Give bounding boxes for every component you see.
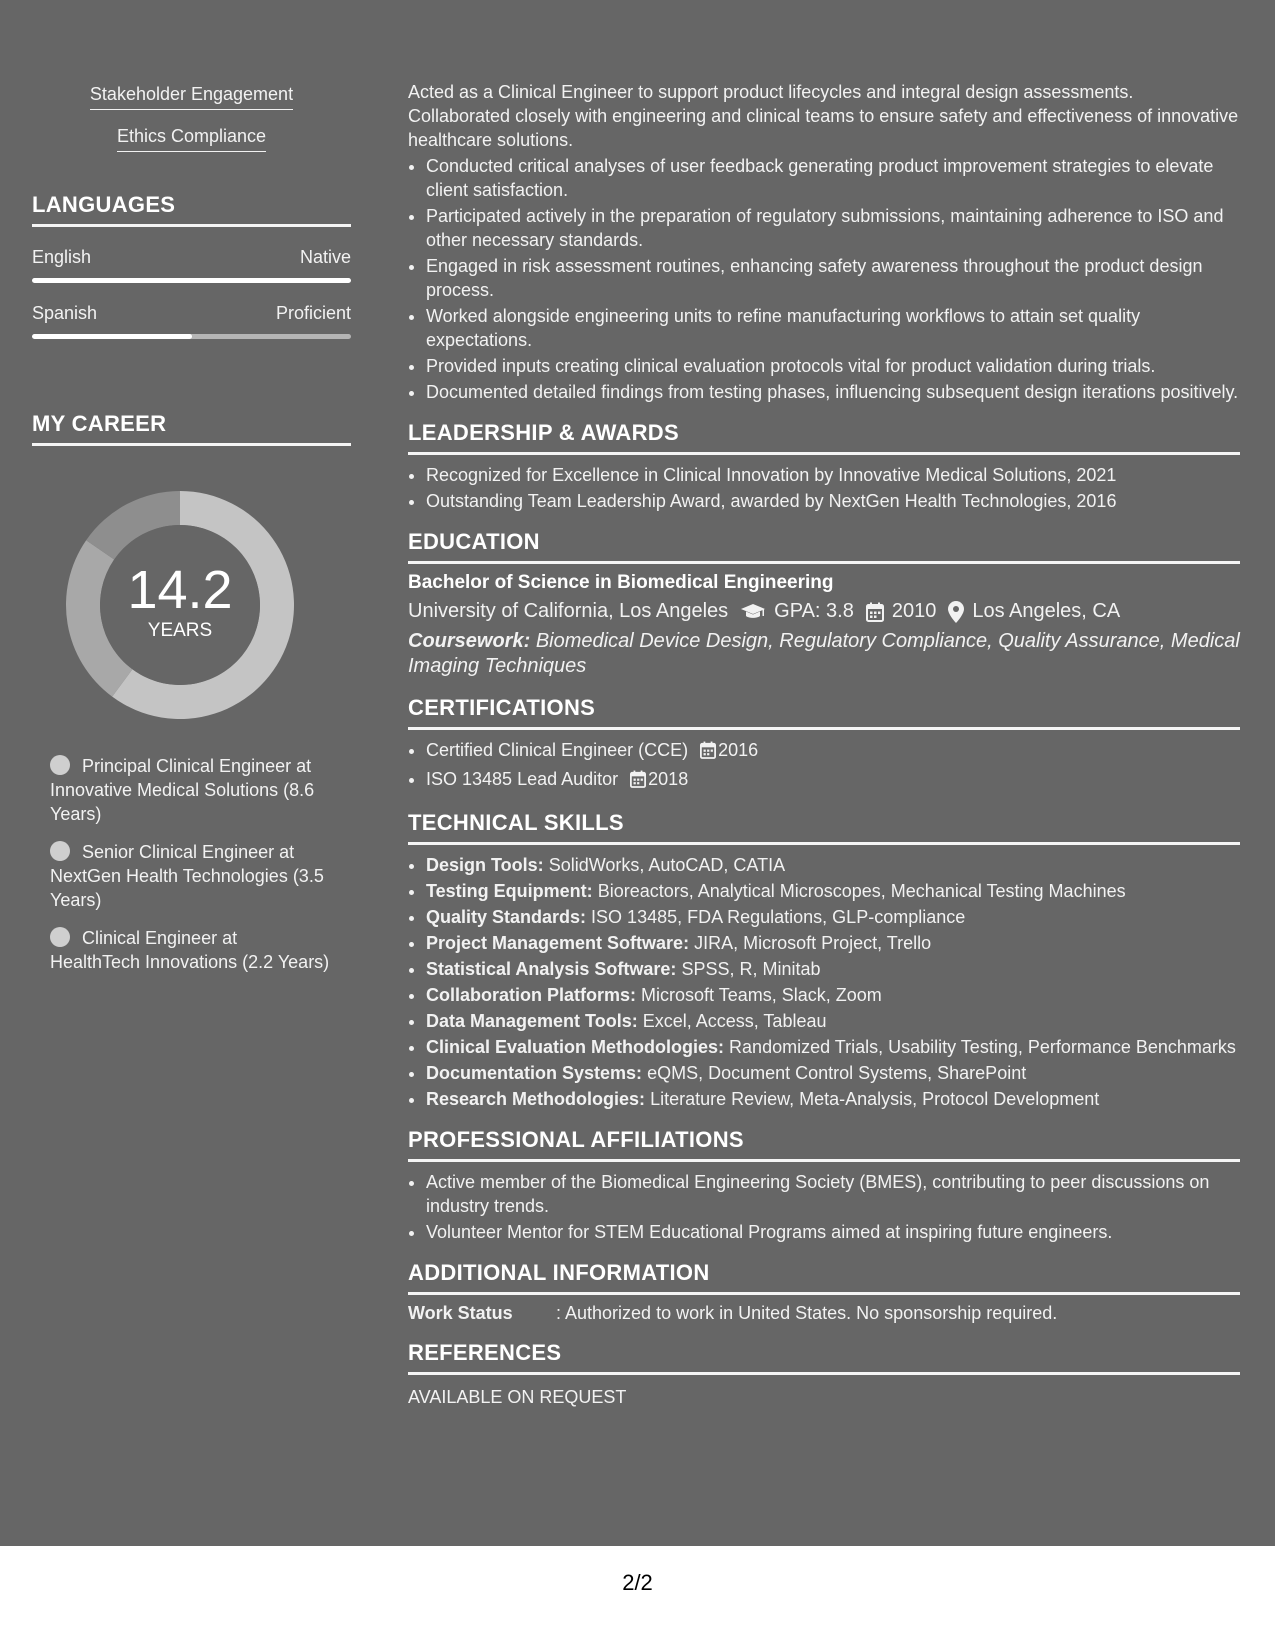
skill-values: SPSS, R, Minitab bbox=[681, 959, 821, 979]
list-item: • Active member of the Biomedical Engineering Society (BMES), contributing to peer discussions on industry trends. bbox=[426, 1170, 1240, 1218]
list-item bbox=[426, 905, 1240, 929]
language-proficiency-fill bbox=[32, 278, 351, 283]
skill-values: Bioreactors, Analytical Microscopes, Mechanical Testing Machines bbox=[597, 881, 1126, 901]
technical-skills-section bbox=[408, 810, 1240, 1111]
work-status-label: Work Status bbox=[408, 1303, 513, 1323]
skill-category: Quality Standards: bbox=[426, 907, 587, 927]
page-number: 2/2 bbox=[622, 1570, 653, 1595]
language-level: Native bbox=[299, 247, 351, 267]
skill-tag: Ethics Compliance bbox=[117, 126, 266, 152]
list-item bbox=[426, 853, 1240, 877]
certifications-section bbox=[408, 695, 1240, 794]
main-content bbox=[408, 80, 1240, 1408]
career-item-text: Principal Clinical Engineer at Innovative Medical Solutions (8.6 Years) bbox=[50, 756, 315, 824]
language-row bbox=[32, 303, 351, 324]
career-center bbox=[65, 562, 295, 642]
career-item bbox=[50, 754, 330, 826]
education-heading: EDUCATION bbox=[408, 529, 1240, 564]
graduation-cap-icon bbox=[740, 603, 766, 621]
skill-category: Data Management Tools: bbox=[426, 1011, 638, 1031]
list-item bbox=[426, 1009, 1240, 1033]
list-item: • Conducted critical analyses of user feedback generating product improvement strategies to elevate client satisfaction. bbox=[426, 154, 1240, 202]
awards-list bbox=[408, 463, 1240, 513]
career-total-years: 14.2 bbox=[127, 560, 233, 620]
language-name: Spanish bbox=[32, 303, 98, 323]
education-section bbox=[408, 529, 1240, 679]
awards-section bbox=[408, 420, 1240, 513]
list-item bbox=[426, 767, 1240, 794]
coursework-text: Biomedical Device Design, Regulatory Compliance, Quality Assurance, Medical Imaging Techniques bbox=[408, 630, 1240, 677]
career-years-label: YEARS bbox=[147, 620, 213, 641]
skill-tag: Stakeholder Engagement bbox=[90, 84, 293, 110]
certification-year: 2016 bbox=[718, 740, 759, 760]
education-coursework bbox=[408, 629, 1240, 679]
list-item bbox=[426, 1061, 1240, 1085]
list-item bbox=[426, 1087, 1240, 1111]
career-list bbox=[32, 754, 351, 974]
career-dot-icon bbox=[50, 841, 70, 861]
skill-values: eQMS, Document Control Systems, SharePoint bbox=[647, 1063, 1027, 1083]
list-item bbox=[426, 1035, 1240, 1059]
skill-values: Literature Review, Meta-Analysis, Protocol Development bbox=[650, 1089, 1100, 1109]
education-degree: Bachelor of Science in Biomedical Engineering bbox=[408, 572, 834, 593]
skill-values: ISO 13485, FDA Regulations, GLP-compliance bbox=[591, 907, 966, 927]
skill-category: Testing Equipment: bbox=[426, 881, 593, 901]
coursework-label: Coursework: bbox=[408, 630, 531, 652]
list-item: • Outstanding Team Leadership Award, awarded by NextGen Health Technologies, 2016 bbox=[426, 489, 1240, 513]
career-heading: MY CAREER bbox=[32, 411, 351, 446]
work-status-value: : Authorized to work in United States. No sponsorship required. bbox=[556, 1303, 1058, 1323]
experience-bullets bbox=[408, 154, 1240, 404]
list-item bbox=[426, 738, 1240, 765]
language-row bbox=[32, 247, 351, 268]
certifications-list bbox=[408, 738, 1240, 794]
skill-category: Design Tools: bbox=[426, 855, 544, 875]
skill-category: Collaboration Platforms: bbox=[426, 985, 637, 1005]
sidebar bbox=[32, 84, 351, 988]
skill-values: Microsoft Teams, Slack, Zoom bbox=[641, 985, 882, 1005]
career-item bbox=[50, 840, 330, 912]
languages-heading: LANGUAGES bbox=[32, 192, 351, 227]
list-item: • Provided inputs creating clinical evaluation protocols vital for product validation during trials. bbox=[426, 354, 1240, 378]
career-dot-icon bbox=[50, 927, 70, 947]
affiliations-list bbox=[408, 1170, 1240, 1244]
skill-category: Documentation Systems: bbox=[426, 1063, 643, 1083]
career-donut-chart bbox=[65, 490, 295, 720]
references-section bbox=[408, 1340, 1240, 1408]
experience-summary: Acted as a Clinical Engineer to support product lifecycles and integral design assessments. Collaborated closely with engineering and clinical teams to ensure safety and effectiveness of innovative healthcare solutions. bbox=[408, 82, 1239, 150]
list-item bbox=[426, 957, 1240, 981]
education-school: University of California, Los Angeles bbox=[408, 600, 729, 622]
certification-year: 2018 bbox=[648, 769, 689, 789]
experience-section bbox=[408, 80, 1240, 404]
certification-name: ISO 13485 Lead Auditor bbox=[426, 769, 619, 789]
career-section bbox=[32, 411, 351, 974]
education-details bbox=[408, 600, 1240, 623]
technical-skills-list bbox=[408, 853, 1240, 1111]
affiliations-section bbox=[408, 1127, 1240, 1244]
list-item: • Documented detailed findings from testing phases, influencing subsequent design iterations positively. bbox=[426, 380, 1240, 404]
list-item bbox=[426, 931, 1240, 955]
list-item bbox=[426, 879, 1240, 903]
career-item-text: Senior Clinical Engineer at NextGen Health Technologies (3.5 Years) bbox=[50, 842, 324, 910]
skill-values: Excel, Access, Tableau bbox=[642, 1011, 827, 1031]
education-location: Los Angeles, CA bbox=[972, 600, 1121, 622]
references-text: AVAILABLE ON REQUEST bbox=[408, 1387, 627, 1407]
education-gpa: GPA: 3.8 bbox=[774, 600, 854, 622]
list-item: • Engaged in risk assessment routines, enhancing safety awareness throughout the product design process. bbox=[426, 254, 1240, 302]
calendar-icon bbox=[866, 602, 884, 622]
education-year: 2010 bbox=[891, 600, 937, 622]
list-item bbox=[426, 983, 1240, 1007]
calendar-icon bbox=[630, 770, 646, 794]
certifications-heading: CERTIFICATIONS bbox=[408, 695, 1240, 730]
location-pin-icon bbox=[948, 601, 964, 623]
list-item: • Volunteer Mentor for STEM Educational Programs aimed at inspiring future engineers. bbox=[426, 1220, 1240, 1244]
skill-tag-row bbox=[32, 84, 351, 110]
calendar-icon bbox=[700, 741, 716, 765]
language-proficiency-bar bbox=[32, 278, 351, 283]
skill-category: Project Management Software: bbox=[426, 933, 690, 953]
additional-info-heading: ADDITIONAL INFORMATION bbox=[408, 1260, 1240, 1295]
career-dot-icon bbox=[50, 755, 70, 775]
skill-values: JIRA, Microsoft Project, Trello bbox=[694, 933, 932, 953]
additional-info-section bbox=[408, 1260, 1240, 1324]
career-item bbox=[50, 926, 330, 974]
skill-category: Statistical Analysis Software: bbox=[426, 959, 677, 979]
language-name: English bbox=[32, 247, 92, 267]
career-item-text: Clinical Engineer at HealthTech Innovations (2.2 Years) bbox=[50, 928, 330, 972]
skill-tag-row bbox=[32, 126, 351, 152]
language-proficiency-bar bbox=[32, 334, 351, 339]
affiliations-heading: PROFESSIONAL AFFILIATIONS bbox=[408, 1127, 1240, 1162]
skill-values: Randomized Trials, Usability Testing, Performance Benchmarks bbox=[729, 1037, 1236, 1057]
skill-values: SolidWorks, AutoCAD, CATIA bbox=[548, 855, 786, 875]
awards-heading: LEADERSHIP & AWARDS bbox=[408, 420, 1240, 455]
skill-category: Clinical Evaluation Methodologies: bbox=[426, 1037, 725, 1057]
references-heading: REFERENCES bbox=[408, 1340, 1240, 1375]
language-proficiency-fill bbox=[32, 334, 192, 339]
skill-category: Research Methodologies: bbox=[426, 1089, 646, 1109]
certification-name: Certified Clinical Engineer (CCE) bbox=[426, 740, 689, 760]
list-item: • Worked alongside engineering units to refine manufacturing workflows to attain set quality expectations. bbox=[426, 304, 1240, 352]
list-item: • Recognized for Excellence in Clinical Innovation by Innovative Medical Solutions, 2021 bbox=[426, 463, 1240, 487]
languages-section bbox=[32, 192, 351, 339]
technical-skills-heading: TECHNICAL SKILLS bbox=[408, 810, 1240, 845]
list-item: • Participated actively in the preparation of regulatory submissions, maintaining adherence to ISO and other necessary standards. bbox=[426, 204, 1240, 252]
language-level: Proficient bbox=[275, 303, 351, 323]
work-status-row bbox=[408, 1303, 1240, 1324]
